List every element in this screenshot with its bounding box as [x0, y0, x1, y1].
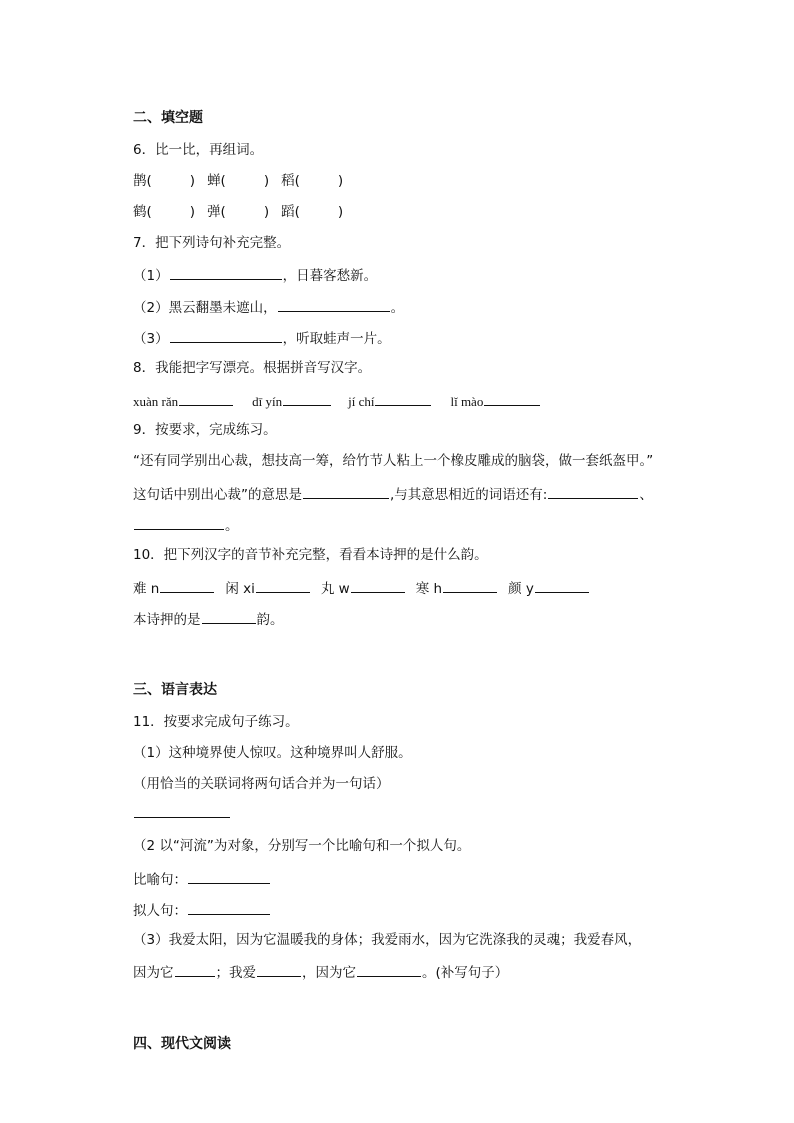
section-3-heading: 三、语言表达 [133, 682, 217, 698]
q6-char-que: 鹊( [133, 173, 152, 189]
q6-char-dao2: 蹈( [281, 204, 300, 220]
pinyin-1: xuàn rǎn [133, 394, 179, 409]
q6-row2: 鹤( ) 弹( ) 蹈( ) [133, 204, 344, 220]
q6-stem: 6．比一比，再组词。 [133, 142, 264, 158]
answer-blank[interactable] [179, 391, 233, 406]
q11-simile: 比喻句： [133, 869, 271, 889]
q11-personification: 拟人句： [133, 900, 271, 920]
answer-blank[interactable] [535, 578, 589, 593]
pinyin-4: lǐ mào [450, 394, 484, 409]
q11-part1: （1）这种境界使人惊叹。这种境界叫人舒服。 [133, 745, 412, 761]
answer-blank[interactable] [170, 265, 282, 280]
q8-stem: 8．我能把字写漂亮。根据拼音写汉字。 [133, 360, 372, 376]
q10-items: 难 n 闲 xi 丸 w 寒 h 颜 y [133, 578, 590, 598]
q7-item-1: （1） ，日暮客愁新。 [133, 265, 377, 285]
answer-blank[interactable] [351, 578, 405, 593]
answer-blank[interactable] [170, 328, 282, 343]
answer-blank[interactable] [548, 484, 638, 499]
answer-blank[interactable] [134, 515, 224, 530]
answer-blank[interactable] [375, 391, 431, 406]
answer-blank[interactable] [283, 391, 331, 406]
q11-stem: 11．按要求完成句子练习。 [133, 714, 299, 730]
section-2-heading: 二、填空题 [133, 110, 203, 126]
q11-part1-note: （用恰当的关联词将两句话合并为一句话） [133, 776, 390, 792]
answer-blank[interactable] [134, 803, 230, 818]
q11-part3: （3）我爱太阳，因为它温暖我的身体；我爱雨水，因为它洗涤我的灵魂；我爱春风， [133, 932, 642, 948]
q11-part2: （2 以“河流”为对象，分别写一个比喻句和一个拟人句。 [133, 838, 471, 854]
q8-pinyin-row [133, 391, 541, 411]
q6-char-he: 鹤( [133, 204, 152, 220]
q7-stem: 7．把下列诗句补充完整。 [133, 235, 291, 251]
q11-part1-answer [133, 803, 231, 823]
q9-line3: 。 [133, 515, 239, 535]
answer-blank[interactable] [160, 578, 214, 593]
q9-line2: 这句话中别出心裁”的意思是 ,与其意思相近的词语还有: 、 [133, 484, 653, 504]
answer-blank[interactable] [188, 869, 270, 884]
pinyin-2: dī yín [252, 394, 283, 409]
q10-answer: 本诗押的是 韵。 [133, 609, 284, 629]
pinyin-3: jí chí [348, 394, 375, 409]
answer-blank[interactable] [257, 962, 301, 977]
q6-char-chan: 蝉( [207, 173, 226, 189]
q11-part3-line2: 因为它 ；我爱 ，因为它 。(补写句子） [133, 962, 508, 982]
answer-blank[interactable] [357, 962, 421, 977]
answer-blank[interactable] [202, 609, 256, 624]
answer-blank[interactable] [256, 578, 310, 593]
q6-row1: 鹊( ) 蝉( ) 稻( ) [133, 173, 344, 189]
answer-blank[interactable] [303, 484, 389, 499]
q7-item-3: （3） ，听取蛙声一片。 [133, 328, 391, 348]
q6-char-dan: 弹( [207, 204, 226, 220]
answer-blank[interactable] [188, 900, 270, 915]
answer-blank[interactable] [443, 578, 497, 593]
answer-blank[interactable] [484, 391, 540, 406]
q9-quote: “还有同学别出心裁，想技高一筹，给竹节人粘上一个橡皮雕成的脑袋，做一套纸盔甲。” [133, 453, 654, 469]
q6-char-dao: 稻( [281, 173, 300, 189]
answer-blank[interactable] [175, 962, 215, 977]
q7-item-2: （2）黑云翻墨未遮山， 。 [133, 297, 404, 317]
section-4-heading: 四、现代文阅读 [133, 1036, 231, 1052]
q9-stem: 9．按要求，完成练习。 [133, 422, 277, 438]
q10-stem: 10．把下列汉字的音节补充完整，看看本诗押的是什么韵。 [133, 547, 488, 563]
answer-blank[interactable] [278, 297, 390, 312]
